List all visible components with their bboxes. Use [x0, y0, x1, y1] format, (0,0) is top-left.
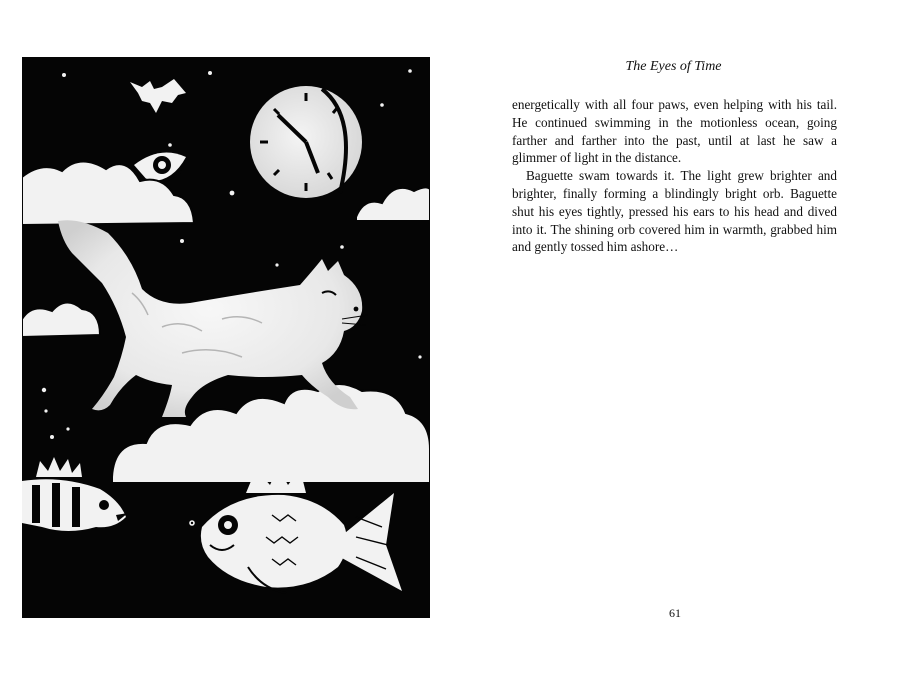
spotted-fish	[201, 467, 402, 593]
page-number: 61	[669, 606, 681, 620]
body-text	[512, 96, 837, 256]
illustration-artwork	[22, 57, 430, 618]
eye	[134, 153, 186, 182]
illustration-panel	[22, 57, 430, 618]
running-head: The Eyes of Time	[625, 59, 722, 74]
paragraph-1: energetically with all four paws, even helping with his tail. He continued swimming in the motionless ocean, going farther and farther into the past, until at last he saw a glimmer of light in the distance.	[512, 97, 837, 166]
white-cat	[58, 220, 368, 417]
paragraph-2: Baguette swam towards it. The light grew brighter and brighter, finally forming a blindingly bright orb. Baguette shut his eyes tightly, pressed his ears to his head and dived into it. The shining orb covered him in warmth, grabbed him and gently tossed him ashore…	[512, 168, 837, 255]
bat	[130, 79, 186, 113]
clock-moon	[250, 86, 362, 198]
